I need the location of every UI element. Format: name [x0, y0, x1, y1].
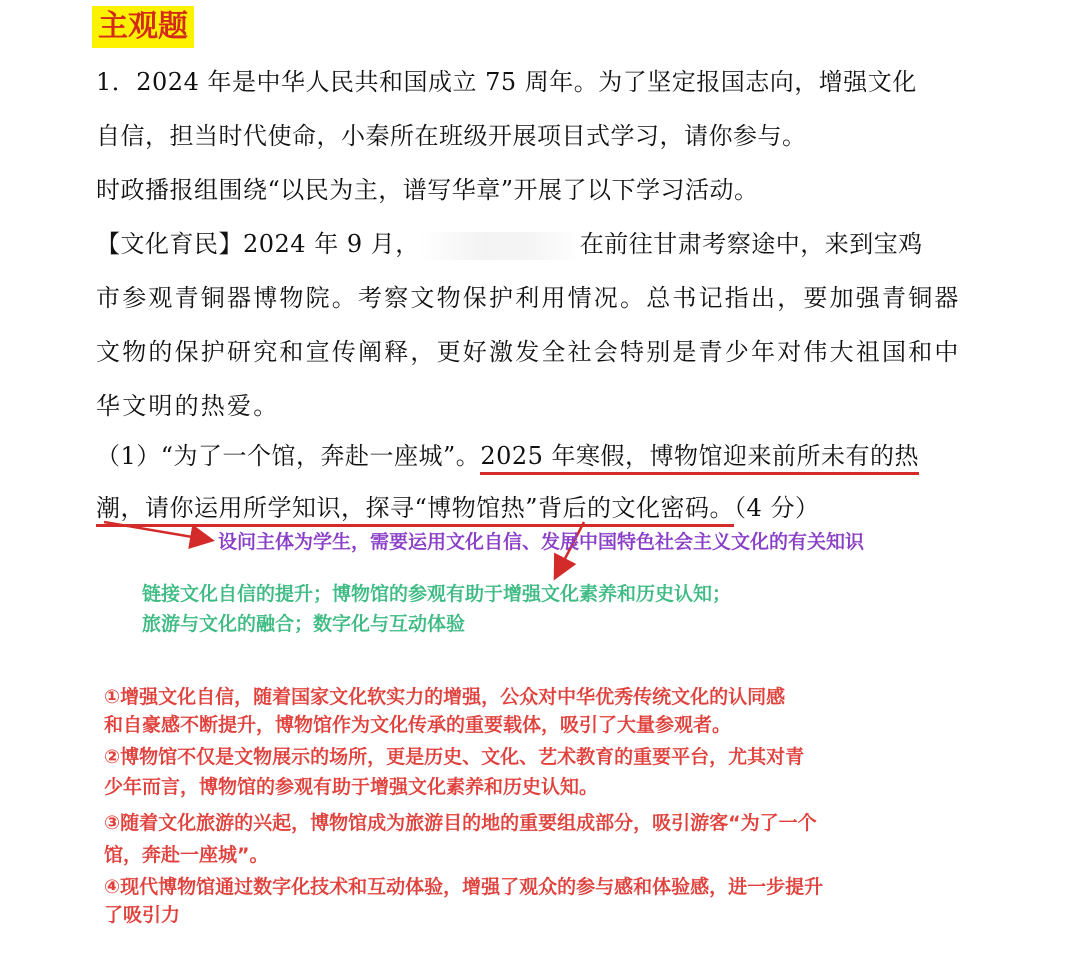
question-line-7: 华文明的热爱。 [96, 392, 280, 420]
answer-line-2: 和自豪感不断提升，博物馆作为文化传承的重要载体，吸引了大量参观者。 [104, 714, 732, 736]
redacted-area [420, 232, 580, 260]
question-line-2: 自信，担当时代使命，小秦所在班级开展项目式学习，请你参与。 [96, 122, 807, 150]
question-line-4 [96, 228, 923, 260]
question-line-4-start: 【文化育民】2024 年 9 月， [96, 230, 420, 258]
answer-line-3: ②博物馆不仅是文物展示的场所，更是历史、文化、艺术教育的重要平台，尤其对青 [104, 746, 805, 768]
score-label: （4 分） [734, 494, 820, 522]
question-line-3: 时政播报组围绕“以民为主，谱写华章”开展了以下学习活动。 [96, 176, 759, 204]
underlined-text: 潮，请你运用所学知识，探寻“博物馆热”背后的文化密码。 [96, 494, 734, 527]
green-annotation-line-2: 旅游与文化的融合；数字化与互动体验 [142, 613, 466, 635]
underlined-text: 2025 年寒假，博物馆迎来前所未有的热 [480, 442, 919, 475]
question-line-5: 市参观青铜器博物院。考察文物保护利用情况。总书记指出，要加强青铜器 [96, 284, 961, 312]
question-line-6: 文物的保护研究和宣传阐释，更好激发全社会特别是青少年对伟大祖国和中 [96, 338, 961, 366]
sub-question-line-2 [96, 492, 819, 524]
question-line-1: 1．2024 年是中华人民共和国成立 75 周年。为了坚定报国志向，增强文化 [96, 68, 917, 96]
sub-question-quote: （1）“为了一个馆，奔赴一座城”。 [96, 442, 481, 470]
answer-line-1: ①增强文化自信，随着国家文化软实力的增强，公众对中华优秀传统文化的认同感 [104, 686, 786, 708]
answer-line-5: ③随着文化旅游的兴起，博物馆成为旅游目的地的重要组成部分，吸引游客“为了一个 [104, 812, 817, 834]
question-line-4-end: 在前往甘肃考察途中，来到宝鸡 [579, 230, 923, 258]
answer-line-6: 馆，奔赴一座城”。 [104, 844, 269, 866]
answer-line-4: 少年而言，博物馆的参观有助于增强文化素养和历史认知。 [104, 776, 599, 798]
green-annotation-line-1: 链接文化自信的提升；博物馆的参观有助于增强文化素养和历史认知； [142, 583, 732, 605]
purple-annotation: 设问主体为学生，需要运用文化自信、发展中国特色社会主义文化的有关知识 [218, 531, 865, 553]
section-heading: 主观题 [92, 6, 194, 48]
answer-line-7: ④现代博物馆通过数字化技术和互动体验，增强了观众的参与感和体验感，进一步提升 [104, 876, 824, 898]
sub-question-line-1 [96, 440, 919, 472]
answer-line-8: 了吸引力 [104, 904, 181, 926]
